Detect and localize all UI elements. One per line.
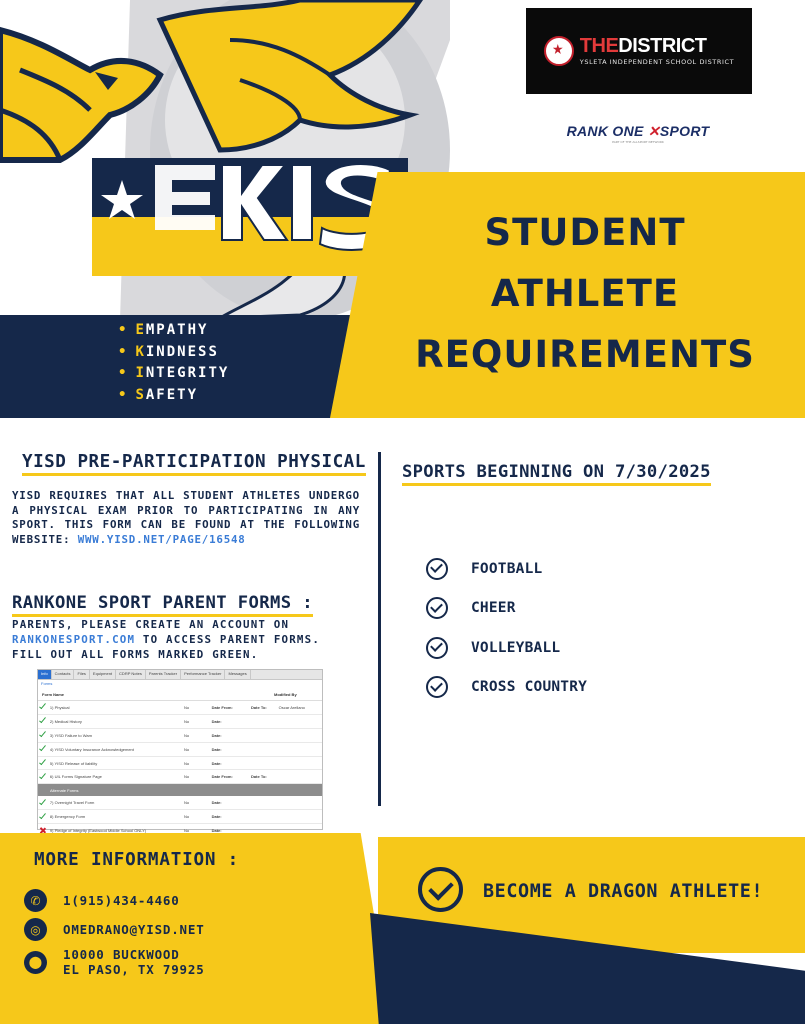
tab-contacts: Contacts (52, 670, 75, 679)
alternate-forms-label: Alternate Forms (38, 784, 322, 796)
list-item: CHEER (426, 589, 587, 629)
checkmark-icon (40, 729, 46, 741)
forms-section-label: Forms (41, 681, 53, 686)
location-pin-icon: ⬤ (24, 951, 47, 974)
value-safety: • S AFETY (118, 386, 199, 403)
form-date-from: Date From: (211, 704, 233, 710)
district-brand: THEDISTRICT (579, 35, 707, 57)
form-date-to: Date To: (251, 774, 267, 780)
form-status: No (184, 718, 190, 724)
contact-phone: ✆ 1(915)434-4460 (24, 889, 180, 912)
district-subtitle: YSLETA INDEPENDENT SCHOOL DISTRICT (579, 58, 735, 66)
form-name: 4) YISD Voluntary Insurance Acknowledgement (49, 746, 134, 752)
value-integrity: • I NTEGRITY (118, 365, 230, 381)
form-date-from: Date: (211, 732, 222, 738)
form-date-from: Date: (211, 814, 222, 820)
rankone-heading: RANKONE SPORT PARENT FORMS : (12, 593, 313, 617)
globe-icon: ◎ (24, 918, 47, 941)
forms-table-header: Form Name Modified By (38, 688, 322, 701)
alternate-forms-rows (38, 796, 322, 838)
checkmark-icon (40, 715, 46, 727)
forms-rows (38, 701, 322, 784)
checkmark-icon (40, 757, 46, 769)
table-row (38, 729, 322, 743)
form-name: 7) Overnight Travel Form (49, 800, 95, 806)
check-circle-icon (426, 676, 448, 698)
value-empathy: • E MPATHY (118, 322, 209, 338)
form-date-from: Date: (211, 760, 222, 766)
rankone-forms-screenshot (37, 669, 323, 834)
form-date-from: Date: (211, 718, 222, 724)
table-row (38, 770, 322, 784)
form-name: 3) YISD Failure to Warn (49, 732, 93, 738)
form-name: 5) YISD Release of liability (49, 760, 98, 766)
forms-tabs (38, 670, 322, 680)
form-date-from: Date: (211, 828, 222, 834)
table-row (38, 757, 322, 771)
list-item: CROSS COUNTRY (426, 668, 587, 708)
form-name: 1) Physical (49, 704, 70, 710)
check-circle-icon (426, 558, 448, 580)
form-date-from: Date: (211, 746, 222, 752)
table-row (38, 810, 322, 824)
checkmark-icon (40, 811, 46, 823)
texas-seal-icon (544, 36, 574, 66)
form-status: No (184, 814, 190, 820)
form-status: No (184, 704, 190, 710)
form-date-from: Date From: (211, 774, 233, 780)
form-date-to: Date To: (251, 704, 267, 710)
phone-icon: ✆ (24, 889, 47, 912)
check-circle-icon (426, 637, 448, 659)
form-status: No (184, 760, 190, 766)
checkmark-icon (40, 797, 46, 809)
form-modified-by: Oscar Arellano (278, 704, 305, 710)
physical-description: YISD REQUIRES THAT ALL STUDENT ATHLETES UNDERGO A PHYSICAL EXAM PRIOR TO PARTICIPATING IN ANY SPORT. THIS FORM CAN BE FOUND AT THE FOLLOWING WEBSITE: WWW.YISD.NET/PAGE/16548 (12, 489, 360, 546)
form-name: 2) Medical History (49, 718, 82, 724)
table-row (38, 796, 322, 810)
list-item: FOOTBALL (426, 549, 587, 589)
form-status: No (184, 800, 190, 806)
sports-heading: SPORTS BEGINNING ON 7/30/2025 (402, 462, 711, 486)
tab-cdrp-notes: CDRP Notes (116, 670, 146, 679)
table-row (38, 743, 322, 757)
tab-messages: Messages (225, 670, 250, 679)
checkmark-icon (40, 771, 46, 783)
cta-text: BECOME A DRAGON ATHLETE! (483, 881, 764, 902)
sports-list (426, 549, 587, 707)
form-date-from: Date: (211, 800, 222, 806)
page-title: STUDENT ATHLETE REQUIREMENTS (415, 211, 755, 376)
form-status: No (184, 746, 190, 752)
table-row (38, 715, 322, 729)
column-divider (378, 452, 381, 806)
physical-form-link[interactable]: WWW.YISD.NET/PAGE/16548 (77, 532, 246, 546)
value-kindness: • K INDNESS (118, 343, 219, 360)
more-info-heading: MORE INFORMATION : (34, 850, 240, 870)
tab-parents-tracker: Parents Tracker (146, 670, 181, 679)
checkmark-icon (40, 743, 46, 755)
rank-one-sport-logo: RANK ONE ✕SPORT PART OF THE ALLSPORT NETWORK (552, 116, 724, 150)
form-status: No (184, 828, 190, 834)
form-status: No (184, 774, 190, 780)
the-district-logo (526, 8, 752, 94)
rank-one-x-icon: ✕ (643, 122, 660, 139)
form-name: 8) Emergency Form (49, 814, 86, 820)
physical-heading: YISD PRE-PARTICIPATION PHYSICAL (22, 452, 366, 476)
form-status: No (184, 732, 190, 738)
check-circle-icon (418, 867, 463, 912)
tab-info: Info (38, 670, 52, 679)
tab-equipment: Equipment (90, 670, 116, 679)
contact-email: ◎ OMEDRANO@YISD.NET (24, 918, 205, 941)
rankone-description: PARENTS, PLEASE CREATE AN ACCOUNT ON RANKONESPORT.COM TO ACCESS PARENT FORMS. FILL OUT ALL FORMS MARKED GREEN. (12, 618, 321, 661)
rankone-link[interactable]: RANKONESPORT.COM (12, 633, 136, 646)
form-name: 9) Pledge of Integrity (Eastwood Middle School ONLY) (49, 828, 147, 834)
checkmark-icon (40, 701, 46, 713)
form-name: 6) UIL Forms Signature Page (49, 774, 102, 780)
contact-address: ⬤ 10000 BUCKWOOD EL PASO, TX 79925 (24, 947, 205, 977)
tab-files: Files (74, 670, 89, 679)
core-values-list (118, 320, 229, 406)
list-item: VOLLEYBALL (426, 628, 587, 668)
table-row (38, 701, 322, 715)
check-circle-icon (426, 597, 448, 619)
tab-performance-tracker: Performance Tracker (181, 670, 225, 679)
